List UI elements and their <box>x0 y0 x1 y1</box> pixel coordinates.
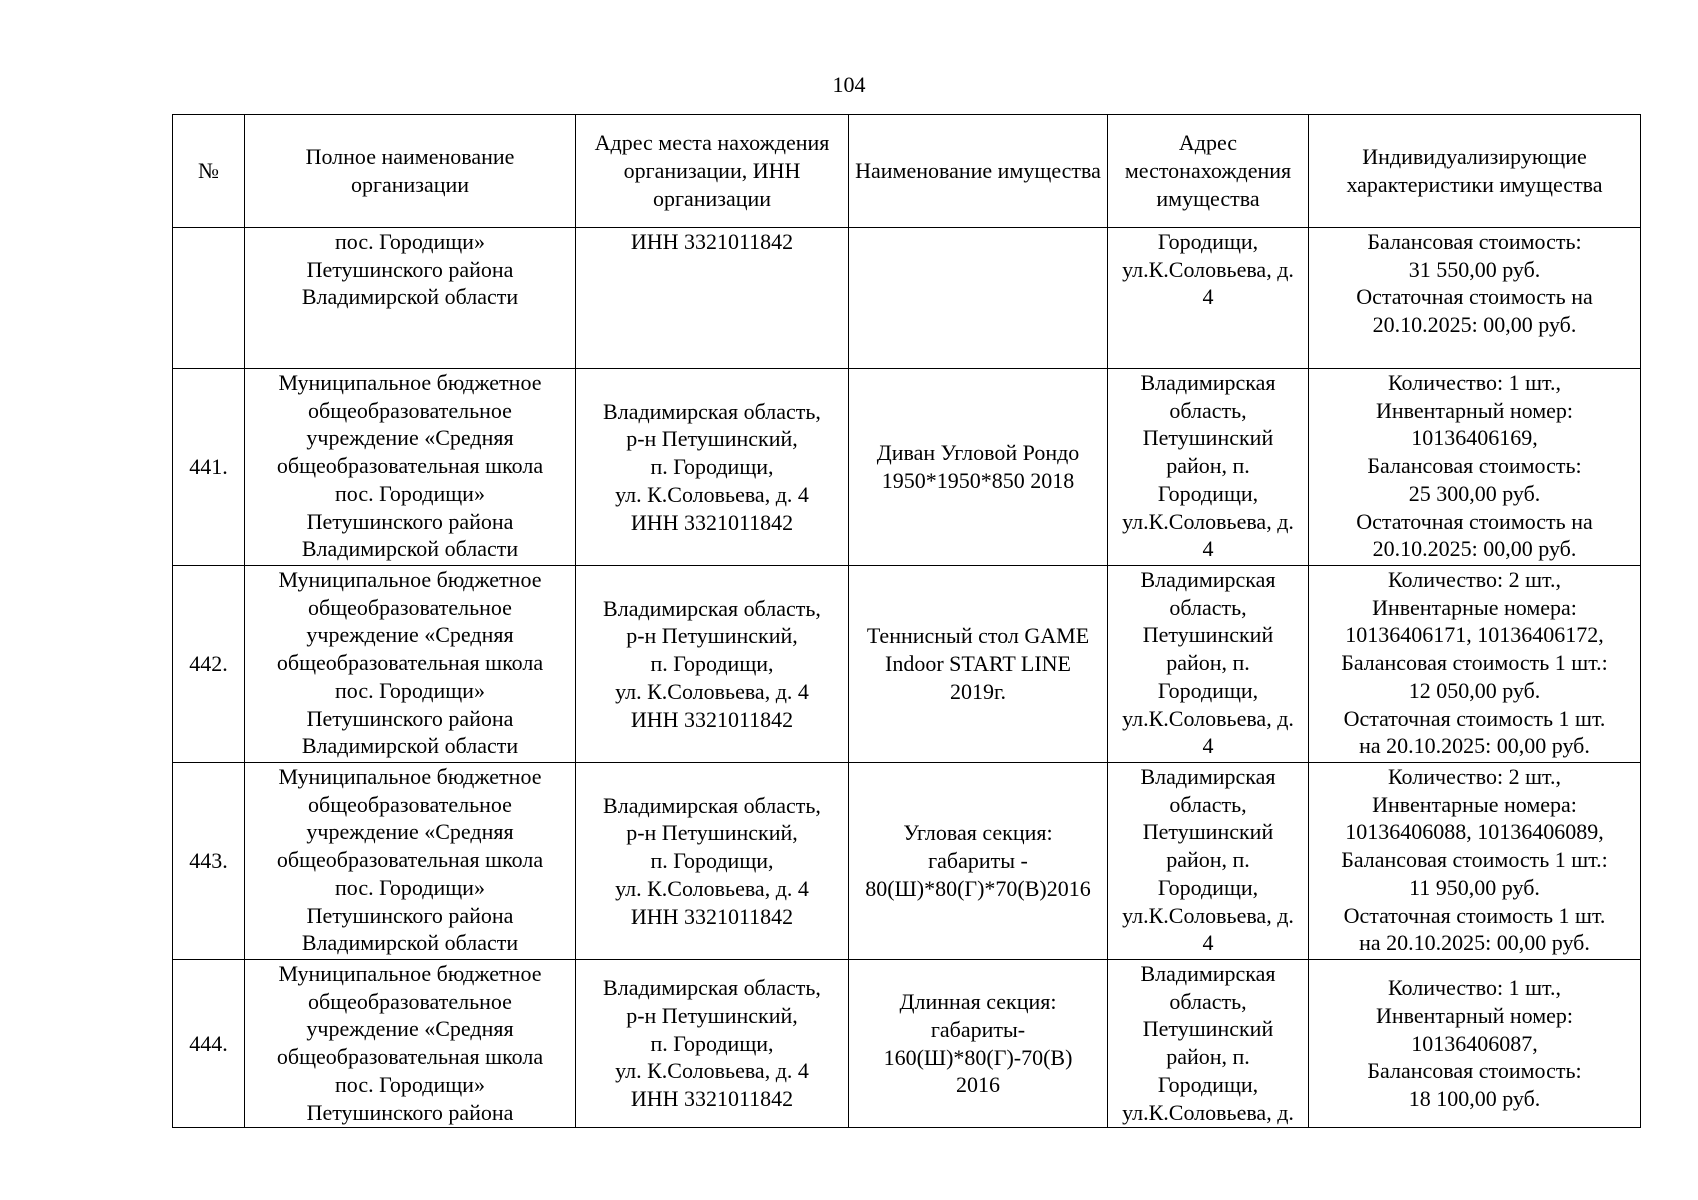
property-address-cell: Владимирская область, Петушинский район, п. Городищи, ул.К.Соловьева, д. 4 <box>1108 763 1309 960</box>
characteristics-cell: Количество: 2 шт., Инвентарные номера: 10136406088, 10136406089, Балансовая стоимость 1 шт.: 11 950,00 руб. Остаточная стоимость 1 шт. на 20.10.2025: 00,00 руб. <box>1309 763 1641 960</box>
page-number: 104 <box>832 72 866 97</box>
property-name-cell: Длинная секция: габариты- 160(Ш)*80(Г)-70(В) 2016 <box>849 960 1108 1128</box>
header-property-address: Адрес местонахождения имущества <box>1108 115 1309 228</box>
organization-cell: Муниципальное бюджетное общеобразовательное учреждение «Средняя общеобразовательная школа пос. Городищи» Петушинского района Владимирской области <box>245 763 576 960</box>
property-address-cell: Владимирская область, Петушинский район, п. Городищи, ул.К.Соловьева, д. 4 <box>1108 566 1309 763</box>
header-property-name: Наименование имущества <box>849 115 1108 228</box>
table-row <box>173 960 1641 1128</box>
property-name-cell <box>849 228 1108 369</box>
property-name-cell: Диван Угловой Рондо 1950*1950*850 2018 <box>849 369 1108 566</box>
characteristics-cell: Количество: 1 шт., Инвентарный номер: 10136406169, Балансовая стоимость: 25 300,00 руб. Остаточная стоимость на 20.10.2025: 00,00 руб. <box>1309 369 1641 566</box>
header-organization: Полное наименование организации <box>245 115 576 228</box>
property-name-cell: Теннисный стол GAME Indoor START LINE 2019г. <box>849 566 1108 763</box>
org-address-cell: Владимирская область, р-н Петушинский, п. Городищи, ул. К.Соловьева, д. 4 ИНН 3321011842 <box>576 369 849 566</box>
organization-cell: пос. Городищи» Петушинского района Владимирской области <box>245 228 576 369</box>
header-row <box>173 115 1641 228</box>
characteristics-cell: Количество: 1 шт., Инвентарный номер: 10136406087, Балансовая стоимость: 18 100,00 руб. <box>1309 960 1641 1128</box>
header-org-address: Адрес места нахождения организации, ИНН организации <box>576 115 849 228</box>
row-number: 442. <box>173 566 245 763</box>
org-address-cell: Владимирская область, р-н Петушинский, п. Городищи, ул. К.Соловьева, д. 4 ИНН 3321011842 <box>576 566 849 763</box>
header-characteristics: Индивидуализирующие характеристики имущества <box>1309 115 1641 228</box>
property-name-cell: Угловая секция: габариты - 80(Ш)*80(Г)*70(В)2016 <box>849 763 1108 960</box>
table-row <box>173 763 1641 960</box>
organization-cell: Муниципальное бюджетное общеобразовательное учреждение «Средняя общеобразовательная школа пос. Городищи» Петушинского района <box>245 960 576 1128</box>
row-number: 443. <box>173 763 245 960</box>
characteristics-cell: Балансовая стоимость: 31 550,00 руб. Остаточная стоимость на 20.10.2025: 00,00 руб. <box>1309 228 1641 369</box>
org-address-cell: ИНН 3321011842 <box>576 228 849 369</box>
characteristics-cell: Количество: 2 шт., Инвентарные номера: 10136406171, 10136406172, Балансовая стоимость 1 шт.: 12 050,00 руб. Остаточная стоимость 1 шт. на 20.10.2025: 00,00 руб. <box>1309 566 1641 763</box>
table-row <box>173 228 1641 369</box>
table-row <box>173 566 1641 763</box>
property-registry-table <box>172 114 1641 1128</box>
header-number: № <box>173 115 245 228</box>
table-row <box>173 369 1641 566</box>
property-address-cell: Владимирская область, Петушинский район, п. Городищи, ул.К.Соловьева, д. <box>1108 960 1309 1128</box>
org-address-cell: Владимирская область, р-н Петушинский, п. Городищи, ул. К.Соловьева, д. 4 ИНН 3321011842 <box>576 960 849 1128</box>
row-number <box>173 228 245 369</box>
organization-cell: Муниципальное бюджетное общеобразовательное учреждение «Средняя общеобразовательная школа пос. Городищи» Петушинского района Владимирской области <box>245 369 576 566</box>
org-address-cell: Владимирская область, р-н Петушинский, п. Городищи, ул. К.Соловьева, д. 4 ИНН 3321011842 <box>576 763 849 960</box>
property-address-cell: Владимирская область, Петушинский район, п. Городищи, ул.К.Соловьева, д. 4 <box>1108 369 1309 566</box>
property-address-cell: Городищи, ул.К.Соловьева, д. 4 <box>1108 228 1309 369</box>
row-number: 444. <box>173 960 245 1128</box>
row-number: 441. <box>173 369 245 566</box>
organization-cell: Муниципальное бюджетное общеобразовательное учреждение «Средняя общеобразовательная школа пос. Городищи» Петушинского района Владимирской области <box>245 566 576 763</box>
